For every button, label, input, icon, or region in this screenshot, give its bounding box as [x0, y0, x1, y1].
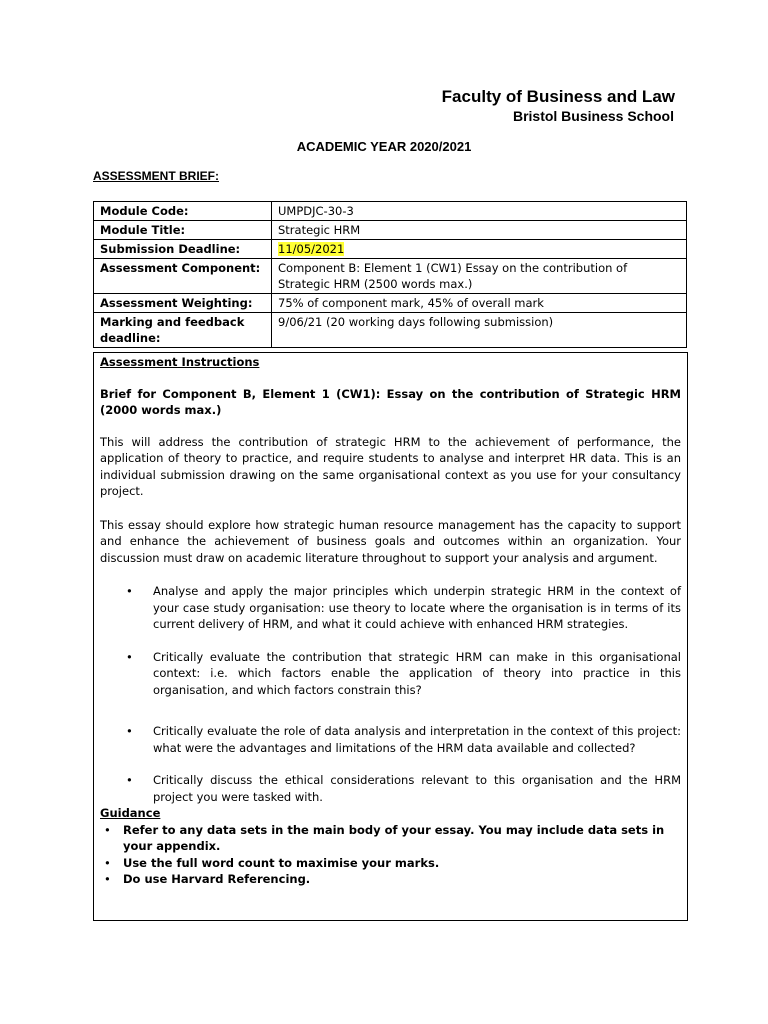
bullet-icon: • [126, 649, 133, 664]
essay-paragraph: This essay should explore how strategic human resource management has the capacity to support and enhance the achievement of business goals and outcomes within an organization. Your discussion must draw on academic literature throughout to support your analysis and argument. [100, 517, 681, 565]
bullet-icon: • [104, 822, 111, 837]
assessment-component-label: Assessment Component: [94, 259, 272, 294]
table-row [94, 221, 687, 240]
assessment-weighting-label: Assessment Weighting: [94, 294, 272, 313]
list-item [100, 649, 681, 699]
bullet-icon: • [104, 855, 111, 870]
task-text: Analyse and apply the major principles which underpin strategic HRM in the context of your case study organisation: use theory to locate where the organisation is in terms of its current delivery of HRM, and what it could achieve with enhanced HRM strategies. [153, 584, 681, 631]
bullet-icon: • [126, 724, 133, 738]
assessment-weighting-value: 75% of component mark, 45% of overall mark [272, 294, 687, 313]
list-item [100, 855, 681, 872]
guidance-text: Do use Harvard Referencing. [123, 872, 311, 886]
school-title: Bristol Business School [512, 108, 674, 124]
task-text: Critically discuss the ethical considerations relevant to this organisation and the HRM project you were tasked with. [153, 773, 681, 804]
table-row [94, 259, 687, 294]
marking-deadline-label: Marking and feedback deadline: [94, 313, 272, 348]
submission-deadline-label: Submission Deadline: [94, 240, 272, 259]
submission-deadline-value: 11/05/2021 [278, 242, 345, 256]
assessment-brief-heading: ASSESSMENT BRIEF: [93, 169, 220, 183]
bullet-icon: • [104, 872, 111, 886]
intro-paragraph: This will address the contribution of strategic HRM to the achievement of performance, the application of theory to practice, and require students to analyse and interpret HR data. This is an individual submission drawing on the same organisational context as you use for your consultancy project. [100, 434, 681, 498]
list-item [100, 772, 681, 805]
assessment-component-value: Component B: Element 1 (CW1) Essay on the contribution of Strategic HRM (2500 words max.) [272, 259, 687, 294]
module-info-table [93, 201, 687, 348]
list-item [100, 822, 681, 855]
list-item [100, 723, 681, 756]
module-code-value: UMPDJC-30-3 [272, 202, 687, 221]
table-row [94, 202, 687, 221]
guidance-text: Refer to any data sets in the main body of your essay. You may include data sets in your appendix. [123, 822, 665, 853]
task-text: Critically evaluate the contribution that strategic HRM can make in this organisational context: i.e. which factors enable the application of theory into practice in this organisation, and which factors constrain this? [153, 649, 681, 697]
guidance-list [100, 822, 681, 888]
table-row [94, 313, 687, 348]
table-row [94, 294, 687, 313]
list-item [100, 871, 681, 888]
task-list [100, 583, 681, 805]
instructions-heading: Assessment Instructions [100, 355, 260, 369]
marking-deadline-value: 9/06/21 (20 working days following submission) [272, 313, 687, 348]
bullet-icon: • [126, 773, 133, 787]
bullet-icon: • [126, 584, 133, 598]
submission-deadline-cell [272, 240, 687, 259]
task-text: Critically evaluate the role of data analysis and interpretation in the context of this project: what were the advantages and limitations of the HRM data available and collected? [153, 724, 681, 755]
module-code-label: Module Code: [94, 202, 272, 221]
list-item [100, 583, 681, 633]
module-title-label: Module Title: [94, 221, 272, 240]
table-row [94, 240, 687, 259]
assessment-instructions-box [93, 352, 688, 921]
faculty-title: Faculty of Business and Law [441, 87, 675, 106]
academic-year: ACADEMIC YEAR 2020/2021 [296, 139, 472, 154]
guidance-text: Use the full word count to maximise your marks. [123, 855, 440, 870]
guidance-heading: Guidance [100, 806, 161, 820]
brief-title: Brief for Component B, Element 1 (CW1): Essay on the contribution of Strategic HRM (2000 words max.) [100, 386, 681, 417]
module-title-value: Strategic HRM [272, 221, 687, 240]
